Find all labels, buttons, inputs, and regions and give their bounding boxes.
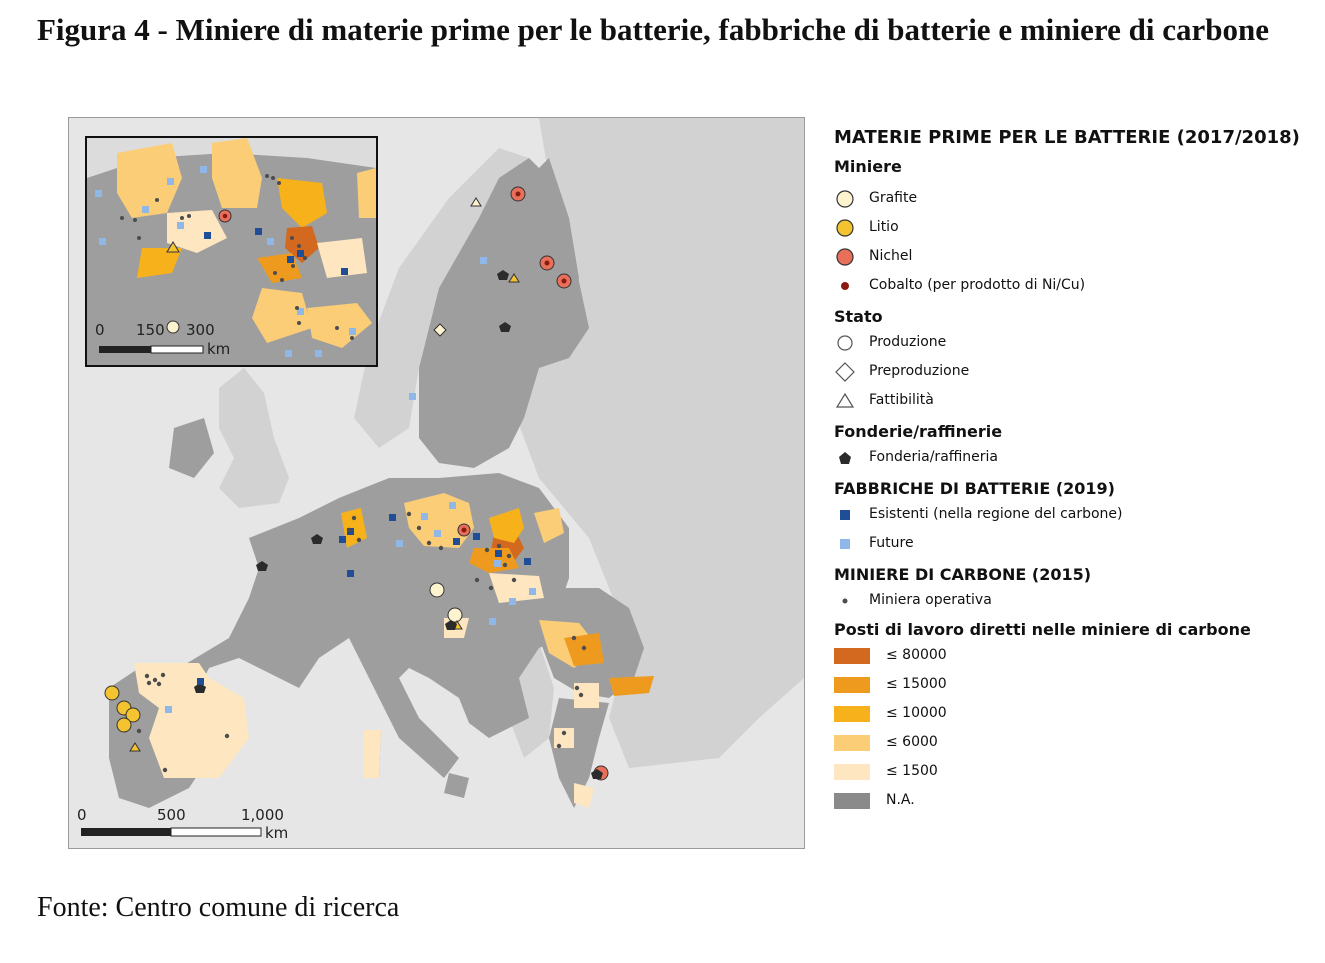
main-scale-unit: km (265, 824, 289, 842)
legend-item-smelter (834, 444, 1304, 477)
legend-label-production: Produzione (869, 334, 947, 350)
legend-item-lithium (834, 214, 1304, 243)
inset-scale-tick-300: 300 (186, 321, 215, 339)
future-factory-icon (509, 598, 516, 605)
future-factory-icon (489, 618, 496, 625)
legend-label-jobs-na: N.A. (886, 792, 915, 808)
existing-factory-icon (389, 514, 396, 521)
legend-raw-materials-title: MATERIE PRIME PER LE BATTERIE (2017/2018) (834, 127, 1300, 148)
jobs-swatch-15000 (834, 677, 870, 693)
future-factory-icon (529, 588, 536, 595)
legend-label-nickel: Nichel (869, 248, 913, 264)
inset-scale-tick-0: 0 (95, 321, 105, 339)
inset-coal-region-east (357, 168, 376, 218)
graphite-circle-icon (834, 189, 856, 209)
existing-factory-square-icon (834, 505, 856, 525)
legend-item-jobs-na (834, 787, 1304, 816)
legend-label-feasibility: Fattibilità (869, 392, 934, 408)
jobs-swatch-na (834, 793, 870, 809)
legend-status-title: Stato (834, 307, 883, 326)
non-eu-land-uk (219, 368, 289, 508)
legend-label-jobs-6000: ≤ 6000 (886, 734, 938, 750)
legend-label-future-factory: Future (869, 535, 914, 551)
diamond-outline-icon (834, 362, 856, 382)
legend-item-jobs-15000 (834, 671, 1304, 700)
future-factory-icon (494, 560, 501, 567)
graphite-mine-icon (448, 608, 462, 622)
circle-outline-icon (834, 333, 856, 353)
legend-coal-title: MINIERE DI CARBONE (2015) (834, 565, 1092, 584)
nickel-circle-icon (834, 247, 856, 267)
europe-map (68, 117, 805, 849)
figure-title: Figura 4 - Miniere di materie prime per le batterie, fabbriche di batterie e miniere di carbone (37, 12, 1269, 47)
legend-label-cobalt: Cobalto (per prodotto di Ni/Cu) (869, 277, 1086, 293)
legend-label-existing-factory: Esistenti (nella regione del carbone) (869, 506, 1123, 522)
legend-label-jobs-15000: ≤ 15000 (886, 676, 947, 692)
legend-label-preproduction: Preproduzione (869, 363, 970, 379)
main-scale-tick-1000: 1,000 (241, 806, 284, 824)
existing-factory-icon (453, 538, 460, 545)
main-scale-bar-white (171, 828, 261, 836)
legend-label-jobs-1500: ≤ 1500 (886, 763, 938, 779)
legend-label-coal-mine: Miniera operativa (869, 592, 992, 608)
legend-label-smelter: Fonderia/raffineria (869, 449, 999, 465)
legend-mines-title: Miniere (834, 157, 902, 176)
legend-item-graphite (834, 185, 1304, 214)
triangle-outline-icon (834, 391, 856, 411)
jobs-swatch-80000 (834, 648, 870, 664)
coal-region-sardinia (364, 730, 381, 778)
cobalt-dot-icon (834, 276, 856, 296)
coal-mine-dot-icon (834, 591, 856, 611)
legend-item-jobs-80000 (834, 642, 1304, 671)
inset-scale-bar-white (151, 346, 203, 353)
inset-map (85, 136, 378, 367)
jobs-swatch-6000 (834, 735, 870, 751)
legend-factories-title: FABBRICHE DI BATTERIE (2019) (834, 479, 1115, 498)
future-factory-square-icon (834, 534, 856, 554)
graphite-mine-icon (430, 583, 444, 597)
future-factory-icon (165, 706, 172, 713)
lithium-mine-icon (117, 718, 131, 732)
coal-mine-icon (145, 674, 149, 678)
coal-region-bulgaria (609, 676, 654, 696)
existing-factory-icon (524, 558, 531, 565)
future-factory-icon (434, 530, 441, 537)
inset-scale-tick-150: 150 (136, 321, 165, 339)
legend-item-jobs-6000 (834, 729, 1304, 758)
legend-item-preproduction (834, 358, 1304, 387)
legend-item-existing-factory (834, 501, 1304, 530)
existing-factory-icon (339, 536, 346, 543)
legend-label-jobs-10000: ≤ 10000 (886, 705, 947, 721)
legend-item-jobs-10000 (834, 700, 1304, 729)
legend-item-cobalt (834, 272, 1304, 305)
future-factory-icon (421, 513, 428, 520)
main-scale-bar-black (81, 828, 171, 836)
legend-item-future-factory (834, 530, 1304, 563)
legend-item-jobs-1500 (834, 758, 1304, 787)
figure-source: Fonte: Centro comune di ricerca (37, 892, 400, 923)
lithium-mine-icon (105, 686, 119, 700)
existing-factory-icon (495, 550, 502, 557)
main-scale-tick-500: 500 (157, 806, 186, 824)
future-factory-icon (449, 502, 456, 509)
inset-canvas (87, 138, 376, 365)
main-scale-tick-0: 0 (77, 806, 87, 824)
legend-label-graphite: Grafite (869, 190, 918, 206)
inset-scale-unit: km (207, 340, 231, 358)
legend-jobs-title: Posti di lavoro diretti nelle miniere di carbone (834, 620, 1251, 639)
jobs-swatch-10000 (834, 706, 870, 722)
eu-land-ireland (169, 418, 214, 478)
legend-smelter-title: Fonderie/raffinerie (834, 422, 1003, 441)
jobs-swatch-1500 (834, 764, 870, 780)
legend-label-jobs-80000: ≤ 80000 (886, 647, 947, 663)
future-factory-icon (396, 540, 403, 547)
legend-item-production (834, 329, 1304, 358)
inset-scale-bar-black (99, 346, 151, 353)
map-legend (834, 125, 1304, 816)
legend-item-coal-mine (834, 587, 1304, 616)
legend-label-lithium: Litio (869, 219, 899, 235)
existing-factory-icon (197, 678, 204, 685)
legend-item-feasibility (834, 387, 1304, 420)
existing-factory-icon (473, 533, 480, 540)
lithium-circle-icon (834, 218, 856, 238)
inset-graphite-mine-icon (167, 321, 179, 333)
future-factory-icon (409, 393, 416, 400)
existing-factory-icon (347, 570, 354, 577)
pentagon-icon (834, 448, 856, 468)
legend-item-nickel (834, 243, 1304, 272)
future-factory-icon (480, 257, 487, 264)
